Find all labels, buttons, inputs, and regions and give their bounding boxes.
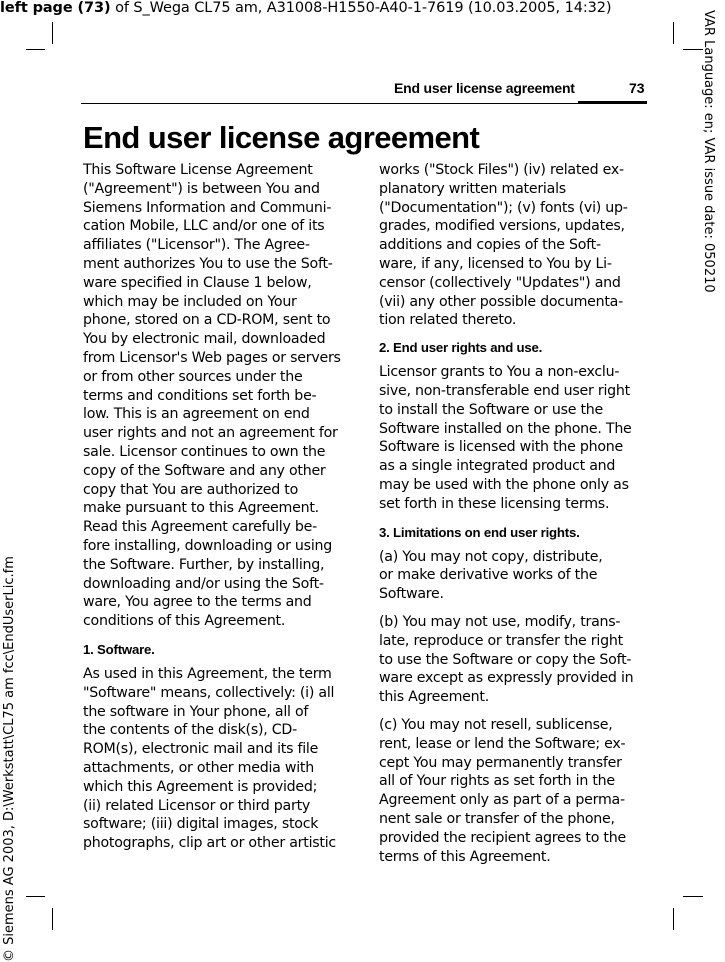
text-line: user rights and not an agreement for xyxy=(83,425,338,442)
intro-paragraph xyxy=(83,161,355,631)
text-line: may be used with the phone only as xyxy=(379,476,629,493)
text-line: cept You may permanently transfer xyxy=(379,754,622,771)
text-line: to use the Software or copy the Soft- xyxy=(379,651,632,668)
text-line: sale. Licensor continues to own the xyxy=(83,443,326,460)
text-line: ment authorizes You to use the Soft- xyxy=(83,255,333,272)
text-line: rent, lease or lend the Software; ex- xyxy=(379,735,626,752)
text-line: set forth in these licensing terms. xyxy=(379,495,610,512)
text-line: low. This is an agreement on end xyxy=(83,406,310,423)
text-line: make pursuant to this Agreement. xyxy=(83,500,319,517)
text-line: You by electronic mail, downloaded xyxy=(83,331,326,348)
page-title: End user license agreement xyxy=(83,120,480,155)
text-line: ware specified in Clause 1 below, xyxy=(83,274,312,291)
text-line: terms of this Agreement. xyxy=(379,848,551,865)
limitation-b-paragraph xyxy=(379,613,651,707)
text-line: conditions of this Agreement. xyxy=(83,613,286,630)
text-line: the contents of the disk(s), CD- xyxy=(83,722,297,739)
text-line: ware, if any, licensed to You by Li- xyxy=(379,255,612,272)
text-line: sive, non-transferable end user right xyxy=(379,382,630,399)
text-line: late, reproduce or transfer the right xyxy=(379,632,623,649)
text-line: to install the Software or use the xyxy=(379,401,603,418)
software-paragraph-continued xyxy=(379,161,651,330)
text-line: tion related thereto. xyxy=(379,312,517,329)
text-line: which this Agreement is provided; xyxy=(83,778,318,795)
left-column xyxy=(83,161,355,862)
text-line: fore installing, downloading or using xyxy=(83,537,333,554)
running-head: End user license agreement xyxy=(394,80,575,96)
slug-file-info: of S_Wega CL75 am, A31008-H1550-A40-1-7619 (10.03.2005, 14:32) xyxy=(110,0,612,16)
text-line: Software installed on the phone. The xyxy=(379,420,632,437)
text-line: as a single integrated product and xyxy=(379,458,616,475)
text-line: (c) You may not resell, sublicense, xyxy=(379,716,613,733)
text-line: downloading and/or using the Soft- xyxy=(83,575,324,592)
text-line: ("Agreement") is between You and xyxy=(83,180,320,197)
crop-mark xyxy=(26,896,45,897)
section-heading-end-user-rights: 2. End user rights and use. xyxy=(379,340,543,356)
text-line: ("Documentation"); (v) fonts (vi) up- xyxy=(379,199,628,216)
print-slug xyxy=(0,0,611,16)
crop-mark xyxy=(52,22,53,44)
software-paragraph xyxy=(83,665,355,853)
text-line: all of Your rights as set forth in the xyxy=(379,773,615,790)
crop-mark xyxy=(683,896,703,897)
section-heading-limitations: 3. Limitations on end user rights. xyxy=(379,524,580,540)
text-line: Software. xyxy=(379,586,444,603)
crop-mark xyxy=(683,49,703,50)
text-line: or from other sources under the xyxy=(83,368,303,385)
text-line: or make derivative works of the xyxy=(379,567,598,584)
section-heading-software: 1. Software. xyxy=(83,641,155,657)
text-line: from Licensor's Web pages or servers xyxy=(83,349,341,366)
header-rule xyxy=(81,103,647,104)
text-line: phone, stored on a CD-ROM, sent to xyxy=(83,312,331,329)
text-line: copy that You are authorized to xyxy=(83,481,299,498)
text-line: ware, You agree to the terms and xyxy=(83,594,312,611)
text-line: photographs, clip art or other artistic xyxy=(83,835,336,852)
crop-mark xyxy=(26,49,45,50)
text-line: grades, modified versions, updates, xyxy=(379,218,625,235)
text-line: attachments, or other media with xyxy=(83,759,314,776)
page-number: 73 xyxy=(629,80,645,96)
text-line: affiliates ("Licensor"). The Agree- xyxy=(83,237,310,254)
text-line: additions and copies of the Soft- xyxy=(379,237,601,254)
text-line: Agreement only as part of a perma- xyxy=(379,792,625,809)
text-line: which may be included on Your xyxy=(83,293,297,310)
right-column xyxy=(379,161,651,875)
page-number-rule xyxy=(578,101,647,104)
text-line: software; (iii) digital images, stock xyxy=(83,816,319,833)
text-line: ROM(s), electronic mail and its file xyxy=(83,741,319,758)
crop-mark xyxy=(673,22,674,44)
text-line: the Software. Further, by installing, xyxy=(83,556,325,573)
text-line: terms and conditions set forth be- xyxy=(83,387,317,404)
text-line: provided the recipient agrees to the xyxy=(379,829,626,846)
limitation-a-paragraph xyxy=(379,548,651,604)
text-line: copy of the Software and any other xyxy=(83,462,326,479)
text-line: "Software" means, collectively: (i) all xyxy=(83,684,335,701)
text-line: the software in Your phone, all of xyxy=(83,703,309,720)
text-line: Software is licensed with the phone xyxy=(379,439,623,456)
text-line: This Software License Agreement xyxy=(83,162,313,178)
text-line: Read this Agreement carefully be- xyxy=(83,519,317,536)
text-line: (a) You may not copy, distribute, xyxy=(379,548,603,565)
text-line: As used in this Agreement, the term xyxy=(83,665,332,682)
variant-info: VAR Language: en; VAR issue date: 050210 xyxy=(701,10,716,293)
text-line: Licensor grants to You a non-exclu- xyxy=(379,364,620,381)
text-line: (b) You may not use, modify, trans- xyxy=(379,613,621,630)
limitation-c-paragraph xyxy=(379,716,651,866)
text-line: censor (collectively "Updates") and xyxy=(379,274,621,291)
text-line: cation Mobile, LLC and/or one of its xyxy=(83,218,325,235)
copyright-path: © Siemens AG 2003, D:\Werkstatt\CL75 am fcc\EndUserLic.fm xyxy=(2,556,17,962)
end-user-rights-paragraph xyxy=(379,363,651,513)
text-line: (vii) any other possible documenta- xyxy=(379,293,623,310)
text-line: this Agreement. xyxy=(379,689,489,706)
text-line: works ("Stock Files") (iv) related ex- xyxy=(379,162,624,178)
text-line: nent sale or transfer of the phone, xyxy=(379,810,615,827)
crop-mark xyxy=(673,908,674,930)
text-line: planatory written materials xyxy=(379,180,566,197)
crop-mark xyxy=(52,908,53,930)
text-line: ware except as expressly provided in xyxy=(379,670,634,687)
text-line: (ii) related Licensor or third party xyxy=(83,797,311,814)
text-line: Siemens Information and Communi- xyxy=(83,199,332,216)
slug-page-label: left page (73) xyxy=(0,0,111,16)
